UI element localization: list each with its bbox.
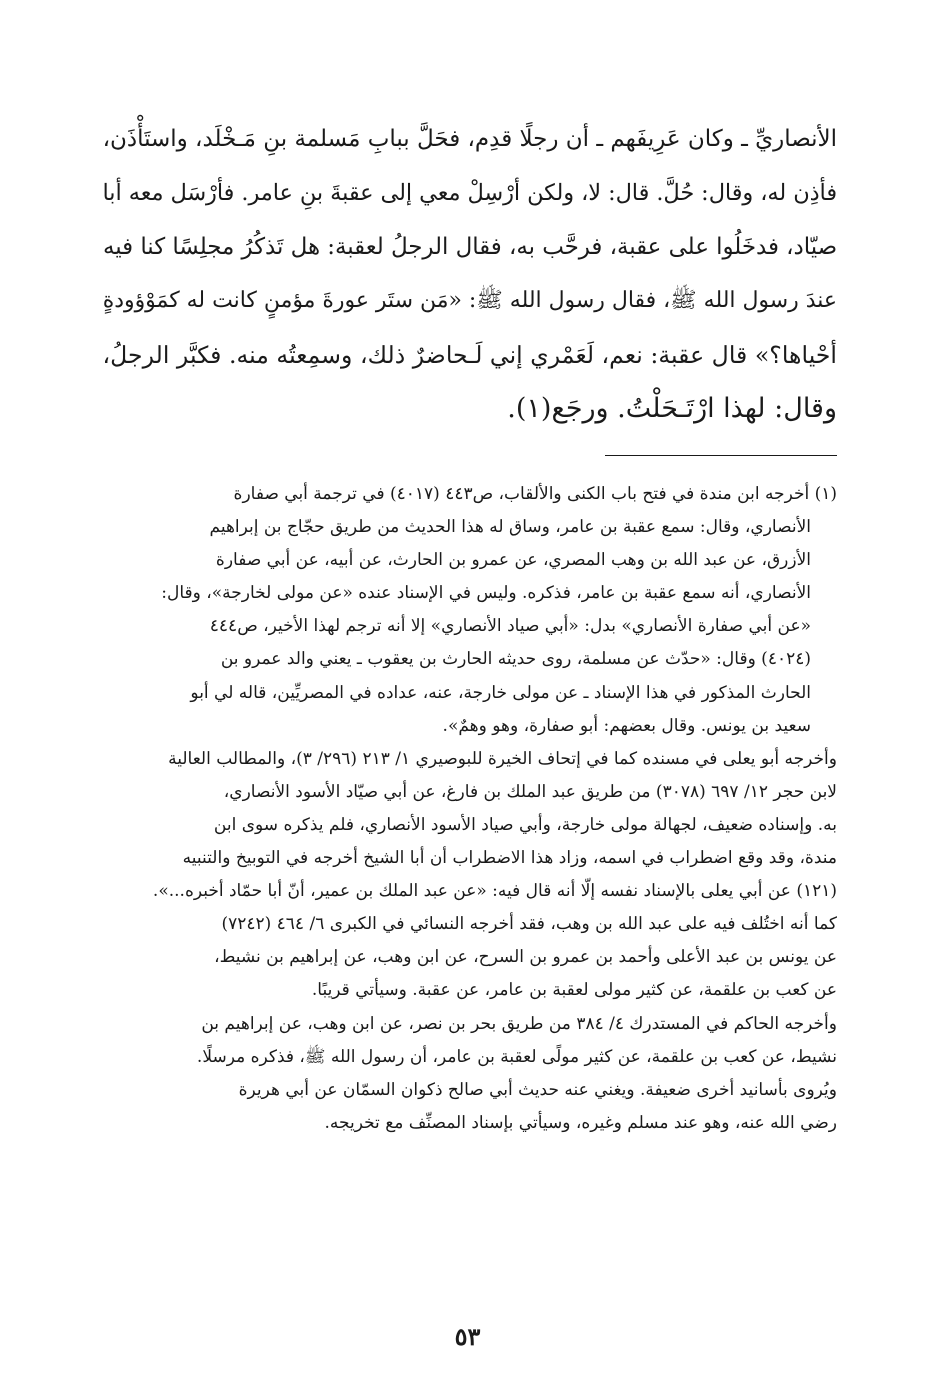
main-text-line: عندَ رسول الله ﷺ، فقال رسول الله ﷺ: «مَن ستَر عورةَ مؤمنٍ كانت له كمَوْؤودةٍ bbox=[102, 288, 837, 313]
footnote-line: (١٢١) عن أبي يعلى بالإسناد نفسه إلّا أنه قال فيه: «عن عبد الملك بن عمير، أنّ أبا حمّاد أخبره...». bbox=[152, 881, 837, 902]
footnote-line: الأنصاري، أنه سمع عقبة بن عامر، فذكره. وليس في الإسناد عنده «عن مولى لخارجة»، وقال: bbox=[161, 583, 811, 604]
footnote-line: ويُروى بأسانيد أخرى ضعيفة. ويغني عنه حديث أبي صالح ذكوان السمّان عن أبي هريرة bbox=[238, 1079, 837, 1100]
footnote-line: به. وإسناده ضعيف، لجهالة مولى خارجة، وأبي صياد الأسود الأنصاري، فلم يذكره سوى ابن bbox=[213, 814, 837, 835]
footnotes-block bbox=[95, 478, 837, 1140]
footnote-line: عن كعب بن علقمة، عن كثير مولى لعقبة بن عامر، عن عقبة. وسيأتي قريبًا. bbox=[311, 980, 837, 1001]
main-text-line: أحْياها؟» قال عقبة: نعم، لَعَمْري إني لَـحاضرٌ ذلك، وسمِعتُه منه. فكبَّر الرجلُ، bbox=[102, 341, 837, 369]
footnote-line: سعيد بن يونس. وقال بعضهم: أبو صفارة، وهو وهمٌ». bbox=[442, 715, 811, 736]
footnote-line: الأزرق، عن عبد الله بن وهب المصري، عن عمرو بن الحارث، عن أبيه، عن أبي صفارة bbox=[215, 550, 811, 571]
footnote-line: (٤٠٢٤) وقال: «حدّث عن مسلمة، روى حديثه الحارث بن يعقوب ـ يعني والد عمرو بن bbox=[220, 649, 811, 670]
footnote-line: رضي الله عنه، وهو عند مسلم وغيره، وسيأتي بإسناد المصنِّف مع تخريجه. bbox=[324, 1112, 837, 1133]
footnote-line: «عن أبي صفارة الأنصاري» بدل: «أبي صياد الأنصاري» إلا أنه ترجم لهذا الأخير، ص٤٤٤ bbox=[209, 616, 811, 637]
footnote-line: لابن حجر ١٢/ ٦٩٧ (٣٠٧٨) من طريق عبد الملك بن فارغ، عن أبي صيّاد الأسود الأنصاري، bbox=[223, 781, 837, 802]
footnote-line: مندة، وقد وقع اضطراب في اسمه، وزاد هذا الاضطراب أن أبا الشيخ أخرجه في التوبيخ والتنبيه bbox=[182, 848, 837, 869]
footnote-line: وأخرجه أبو يعلى في مسنده كما في إتحاف الخيرة للبوصيري ١/ ٢١٣ (٢٩٦/ ٣)، والمطالب العالية bbox=[168, 748, 837, 769]
footnote-line: (١) أخرجه ابن مندة في فتح باب الكنى والألقاب، ص٤٤٣ (٤٠١٧) في ترجمة أبي صفارة bbox=[233, 484, 837, 504]
main-text-line: صيّاد، فدخَلُوا على عقبة، فرحَّب به، فقال الرجلُ لعقبة: هل تَذكُرُ مجلِسًا كنا فيه bbox=[102, 234, 837, 260]
footnote-line: وأخرجه الحاكم في المستدرك ٤/ ٣٨٤ من طريق بحر بن نصر، عن ابن وهب، عن إبراهيم بن bbox=[201, 1013, 837, 1034]
main-text-line: وقال: لهذا ارْتَـحَلْتُ. ورجَع(١). bbox=[507, 393, 837, 424]
footnote-line: كما أنه اختُلف فيه على عبد الله بن وهب، فقد أخرجه النسائي في الكبرى ٦/ ٤٦٤ (٧٢٤٢) bbox=[221, 914, 837, 935]
page-number: ٥٣ bbox=[454, 1322, 481, 1351]
footnote-line: الحارث المذكور في هذا الإسناد ـ عن مولى خارجة، عنه، عداده في المصريِّين، قاله لي أبو bbox=[190, 682, 811, 703]
main-text-line: الأنصاريِّ ـ وكان عَرِيفَهم ـ أن رجلًا قدِم، فحَلَّ ببابِ مَسلمة بنِ مَـخْلَد، واستَأْذَن، bbox=[102, 126, 837, 152]
footnote-line: نشيط، عن كعب بن علقمة، عن كثير مولًى لعقبة بن عامر، أن رسول الله ﷺ، فذكره مرسلًا. bbox=[196, 1046, 837, 1067]
footnote-line: عن يونس بن عبد الأعلى وأحمد بن عمرو بن السرح، عن ابن وهب، عن إبراهيم بن نشيط، bbox=[214, 947, 837, 968]
footnote-line: الأنصاري، وقال: سمع عقبة بن عامر، وساق له هذا الحديث من طريق حجّاج بن إبراهيم bbox=[209, 517, 811, 538]
main-text-block bbox=[95, 112, 837, 436]
main-text-line: فأذِن له، وقال: حُلَّ. قال: لا، ولكن أرْسِلْ معي إلى عقبةَ بنِ عامر. فأرْسَل معه أبا bbox=[102, 180, 837, 206]
footnote-separator bbox=[605, 455, 837, 456]
